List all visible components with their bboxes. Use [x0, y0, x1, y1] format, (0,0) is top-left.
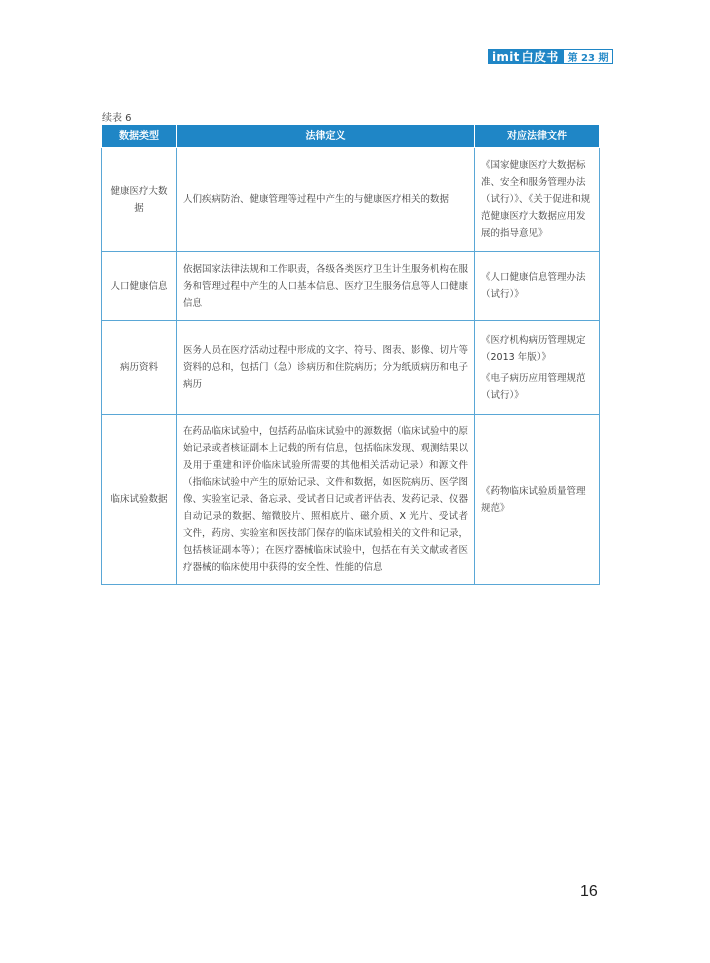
definition-cell: 在药品临床试验中，包括药品临床试验中的源数据（临床试验中的原始记录或者核证副本上记载的所有信息，包括临床发现、观测结果以及用于重建和评价临床试验所需要的其他相关活动记录）和源文件（指临床试验中产生的原始记录、文件和数据，如医院病历、医学图像、实验室记录、备忘录、受试者日记或者评估表、发药记录、仪器自动记录的数据、缩微胶片、照相底片、磁介质、X 光片、受试者文件，药房、实验室和医技部门保存的临床试验相关的文件和记录，包括核证副本等）；在医疗器械临床试验中，包括在有关文献或者医疗器械的临床使用中获得的安全性、性能的信息	[177, 415, 475, 585]
table-header-row	[102, 125, 600, 148]
table-row	[102, 321, 600, 415]
column-header-type: 数据类型	[102, 125, 177, 148]
law-reference: 《人口健康信息管理办法（试行）》	[481, 272, 586, 300]
data-type-cell: 临床试验数据	[102, 415, 177, 585]
issue-number: 第 23 期	[563, 49, 614, 64]
journal-badge	[488, 49, 613, 64]
law-cell	[475, 148, 600, 252]
data-type-cell: 人口健康信息	[102, 252, 177, 321]
column-header-definition: 法律定义	[177, 125, 475, 148]
data-type-cell: 健康医疗大数据	[102, 148, 177, 252]
law-reference: 《国家健康医疗大数据标准、安全和服务管理办法（试行）》、《关于促进和规范健康医疗大数据应用发展的指导意见》	[481, 160, 591, 239]
definition-cell: 人们疾病防治、健康管理等过程中产生的与健康医疗相关的数据	[177, 148, 475, 252]
definition-cell: 医务人员在医疗活动过程中形成的文字、符号、图表、影像、切片等资料的总和，包括门（急）诊病历和住院病历；分为纸质病历和电子病历	[177, 321, 475, 415]
data-type-table	[101, 124, 600, 585]
law-reference: 《医疗机构病历管理规定（2013 年版）》	[481, 334, 586, 363]
column-header-law: 对应法律文件	[475, 125, 600, 148]
table-row	[102, 148, 600, 252]
table-row	[102, 252, 600, 321]
data-type-cell: 病历资料	[102, 321, 177, 415]
page-number: 16	[580, 883, 598, 900]
brand-text: 白皮书	[521, 50, 559, 64]
definition-cell: 依据国家法律法规和工作职责，各级各类医疗卫生计生服务机构在服务和管理过程中产生的人口基本信息、医疗卫生服务信息等人口健康信息	[177, 252, 475, 321]
law-reference: 《药物临床试验质量管理规范》	[481, 485, 586, 514]
imit-logo: imit	[492, 49, 520, 64]
table-caption: 续表 6	[102, 113, 132, 124]
law-cell	[475, 415, 600, 585]
law-cell	[475, 321, 600, 415]
law-cell	[475, 252, 600, 321]
table-row	[102, 415, 600, 585]
brand-logo	[488, 49, 563, 64]
law-reference: 《电子病历应用管理规范（试行）》	[481, 372, 586, 401]
